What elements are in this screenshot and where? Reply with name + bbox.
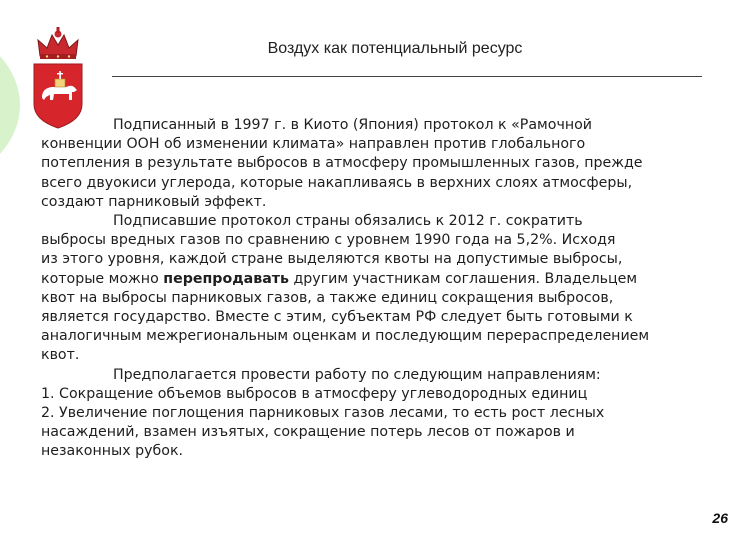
paragraph-2-line-2: выбросы вредных газов по сравнению с уровнем 1990 года на 5,2%. Исходя: [41, 232, 616, 249]
text-run: которые можно: [41, 270, 159, 287]
paragraph-3-line-1: Предполагается провести работу по следующим направлениям:: [113, 366, 601, 383]
paragraph-2-line-1: Подписавшие протокол страны обязались к 2012 г. сократить: [113, 213, 583, 230]
paragraph-2-line-3: из этого уровня, каждой стране выделяются квоты на допустимые выбросы,: [41, 251, 623, 268]
paragraph-2-line-7: аналогичным межрегиональным оценкам и последующим перераспределением: [41, 328, 650, 345]
paragraph-2-line-5: квот на выбросы парниковых газов, а также единиц сокращения выбросов,: [41, 289, 614, 306]
list-item-2-line-2: насаждений, взамен изъятых, сокращение потерь лесов от пожаров и: [41, 424, 575, 441]
list-item-2-line-1: 2. Увеличение поглощения парниковых газов лесами, то есть рост лесных: [41, 405, 605, 422]
paragraph-2-line-8: квот.: [41, 347, 80, 364]
paragraph-1-line-4: всего двуокиси углерода, которые накапливаясь в верхних слоях атмосферы,: [41, 174, 633, 191]
paragraph-1-line-2: конвенции ООН об изменении климата» направлен против глобального: [41, 136, 586, 153]
emphasis-resell: перепродавать: [163, 270, 289, 287]
page-number: 26: [712, 510, 728, 526]
perm-krai-coat-of-arms-icon: [28, 26, 88, 130]
list-item-1: 1. Сокращение объемов выбросов в атмосферу углеводородных единиц: [41, 385, 588, 402]
decorative-green-arc: [0, 20, 20, 190]
paragraph-1-line-5: создают парниковый эффект.: [41, 193, 267, 210]
slide-body-text: [41, 116, 711, 462]
slide-title: Воздух как потенциальный ресурс: [267, 40, 523, 57]
list-item-2-line-3: незаконных рубок.: [41, 443, 184, 460]
paragraph-1-line-1: Подписанный в 1997 г. в Киото (Япония) протокол к «Рамочной: [113, 117, 593, 133]
paragraph-2-line-6: является государство. Вместе с этим, субъектам РФ следует быть готовыми к: [41, 309, 633, 326]
title-divider: [112, 76, 702, 77]
paragraph-2-line-4: [41, 270, 711, 289]
text-run: другим участникам соглашения. Владельцем: [293, 270, 638, 287]
paragraph-1-line-3: потепления в результате выбросов в атмосферу промышленных газов, прежде: [41, 155, 643, 172]
